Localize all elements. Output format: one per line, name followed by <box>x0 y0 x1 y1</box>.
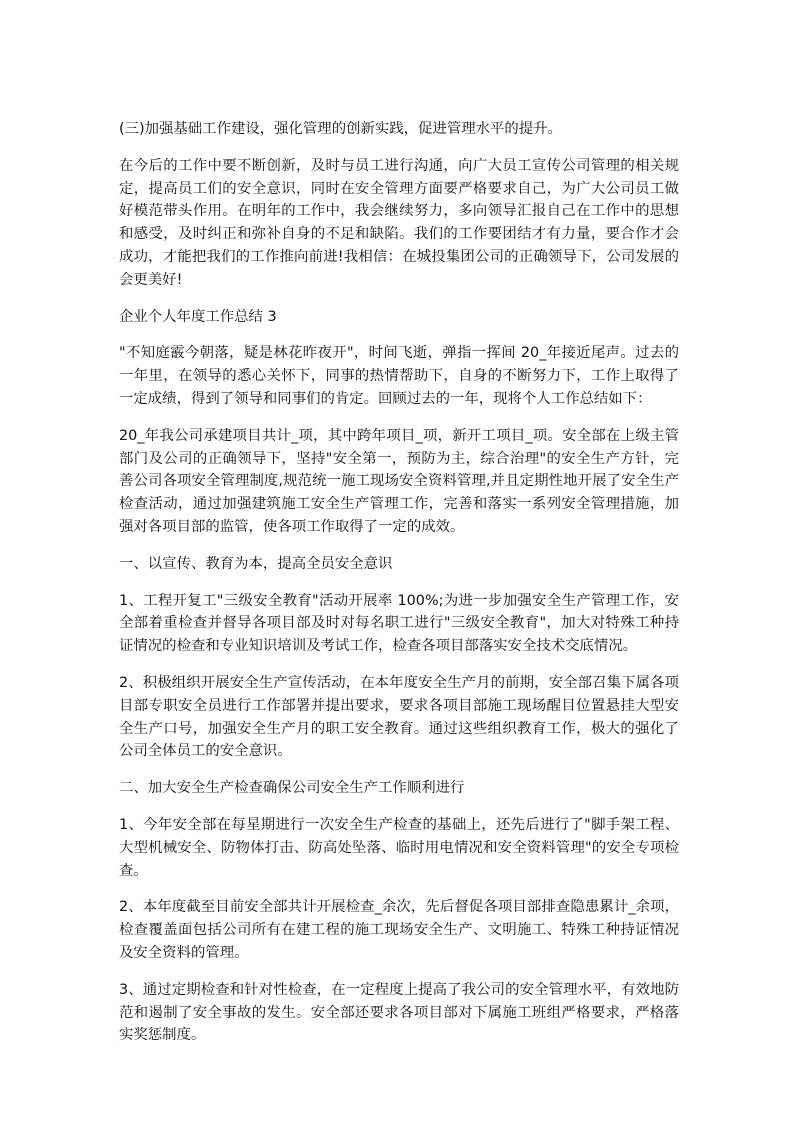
document-page <box>119 118 679 1061</box>
paragraph: 在今后的工作中要不断创新，及时与员工进行沟通，向广大员工宣传公司管理的相关规定，提高员工们的安全意识，同时在安全管理方面要严格要求自己，为广大公司员工做好模范带头作用。在明年的工作中，我会继续努力，多向领导汇报自己在工作中的思想和感受，及时纠正和弥补自身的不足和缺陷。我们的工作要团结才有力量，要合作才会成功，才能把我们的工作推向前进!我相信：在城投集团公司的正确领导下，公司发展的会更美好! <box>119 157 679 288</box>
section-heading: 企业个人年度工作总结 3 <box>119 308 277 325</box>
paragraph: 1、工程开复工"三级安全教育"活动开展率 100%;为进一步加强安全生产管理工作，安全部着重检查并督导各项目部及时对每名职工进行"三级安全教育"，加大对特殊工种持证情况的检查和专业知识培训及考试工作，检查各项目部落实安全技术交底情况。 <box>119 592 679 655</box>
paragraph: 20_年我公司承建项目共计_项，其中跨年项目_项，新开工项目_项。安全部在上级主管部门及公司的正确领导下，坚持"安全第一，预防为主，综合治理"的安全生产方针，完善公司各项安全管理制度,规范统一施工现场安全资料管理,并且定期性地开展了安全生产检查活动，通过加强建筑施工安全生产管理工作，完善和落实一系列安全管理措施，加强对各项目部的监管，使各项工作取得了一定的成效。 <box>119 427 679 535</box>
paragraph: 2、积极组织开展安全生产宣传活动，在本年度安全生产月的前期，安全部召集下属各项目部专职安全员进行工作部署并提出要求，要求各项目部施工现场醒目位置悬挂大型安全生产口号，加强安全生产月的职工安全教育。通过这些组织教育工作，极大的强化了公司全体员工的安全意识。 <box>119 674 679 760</box>
paragraph: (三)加强基础工作建设，强化管理的创新实践，促进管理水平的提升。 <box>119 121 562 137</box>
section-heading: 一、以宣传、教育为本，提高全员安全意识 <box>119 555 393 572</box>
paragraph: 3、通过定期检查和针对性检查，在一定程度上提高了我公司的安全管理水平，有效地防范和遏制了安全事故的发生。安全部还要求各项目部对下属施工班组严格要求，严格落实奖惩制度。 <box>119 981 679 1044</box>
section-heading: 二、加大安全生产检查确保公司安全生产工作顺利进行 <box>119 780 465 797</box>
paragraph: "不知庭霰今朝落，疑是林花昨夜开"，时间飞逝，弹指一挥间 20_年接近尾声。过去的一年里，在领导的悉心关怀下，同事的热情帮助下，自身的不断努力下，工作上取得了一定成绩，得到了领导和同事们的肯定。回顾过去的一年，现将个人工作总结如下： <box>119 345 679 407</box>
paragraph: 2、本年度截至目前安全部共计开展检查_余次，先后督促各项目部排查隐患累计_余项，检查覆盖面包括公司所有在建工程的施工现场安全生产、文明施工、特殊工种持证情况及安全资料的管理。 <box>119 899 679 961</box>
paragraph: 1、今年安全部在每星期进行一次安全生产检查的基础上，还先后进行了"脚手架工程、大型机械安全、防物体打击、防高处坠落、临时用电情况和安全资料管理"的安全专项检查。 <box>119 816 679 879</box>
